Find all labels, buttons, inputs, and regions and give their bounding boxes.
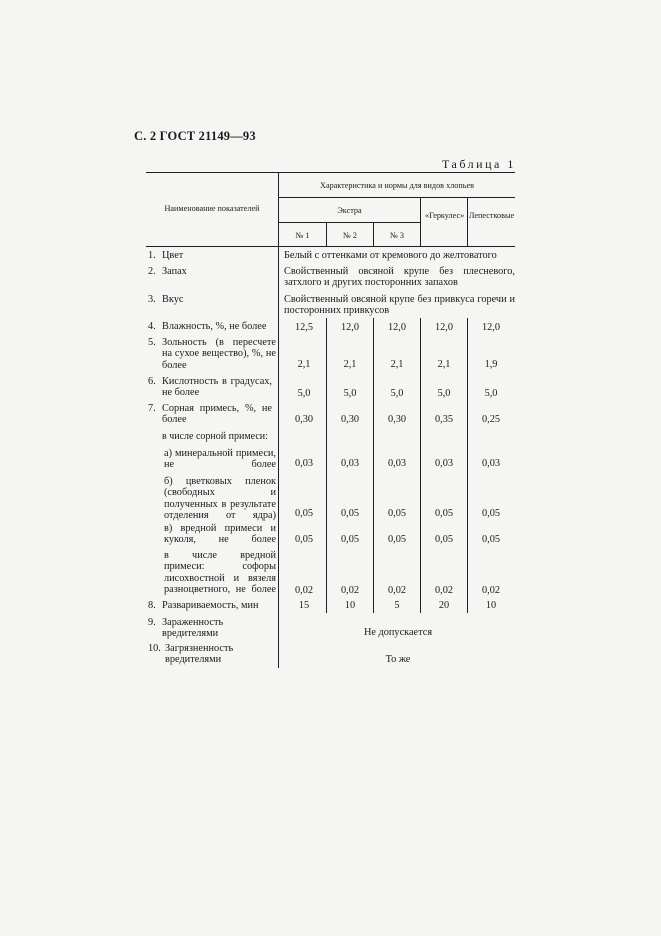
- row-weed-num: 7.: [148, 403, 156, 414]
- boiling-n1: 15: [298, 600, 310, 611]
- row-ash-name: [148, 337, 278, 371]
- row-color-num: 1.: [148, 250, 156, 261]
- weed-n3: 0,30: [387, 414, 407, 425]
- ash-herkules: 2,1: [437, 359, 451, 370]
- ash-n1: 2,1: [297, 359, 311, 370]
- row-color-value: Белый с оттенками от кремового до желтоватого: [284, 250, 497, 261]
- films-n1: 0,05: [294, 508, 314, 519]
- row-harmful-name: в) вредной примеси и куколя, не более: [164, 523, 276, 546]
- row-taste-name: [148, 294, 278, 305]
- moisture-n3: 12,0: [387, 322, 407, 333]
- table-caption: Таблица 1: [442, 157, 516, 171]
- acidity-n1: 5,0: [297, 388, 311, 399]
- acidity-n2: 5,0: [343, 388, 357, 399]
- indicator-header: Наименование показателей: [164, 204, 260, 213]
- row-contamination-num: 10.: [148, 643, 161, 654]
- row-weed-label: Сорная примесь, %, не более: [162, 403, 272, 426]
- films-n2: 0,05: [340, 508, 360, 519]
- harmful-incl-n3: 0,02: [387, 585, 407, 596]
- row-boiling-label: Развариваемость, мин: [162, 600, 259, 611]
- moisture-herkules: 12,0: [434, 322, 454, 333]
- row-moisture-name: [148, 321, 278, 332]
- harmful-n1: 0,05: [294, 534, 314, 545]
- boiling-herkules: 20: [438, 600, 450, 611]
- row-color-label: Цвет: [162, 250, 184, 261]
- acidity-herkules: 5,0: [437, 388, 451, 399]
- row-contamination-label: Загрязненность вредителями: [165, 643, 234, 666]
- row-infection-value: Не допускается: [363, 627, 433, 638]
- boiling-n2: 10: [344, 600, 356, 611]
- harmful-incl-herkules: 0,02: [434, 585, 454, 596]
- row-taste-value: Свойственный овсяной крупе без привкуса горечи и посторонних привкусов: [284, 294, 515, 317]
- row-smell-num: 2.: [148, 266, 156, 277]
- col-rule-4: [467, 197, 468, 246]
- moisture-n2: 12,0: [340, 322, 360, 333]
- row-boiling-name: [148, 600, 278, 611]
- mineral-n2: 0,03: [340, 458, 360, 469]
- moisture-n1: 12,5: [294, 322, 314, 333]
- row-ash-num: 5.: [148, 337, 156, 348]
- harmful-incl-lepestkovye: 0,02: [481, 585, 501, 596]
- lepestkovye-header: Лепестковые: [468, 211, 515, 220]
- mineral-lepestkovye: 0,03: [481, 458, 501, 469]
- weed-herkules: 0,35: [434, 414, 454, 425]
- row-taste-num: 3.: [148, 294, 156, 305]
- row-smell-name: [148, 266, 278, 277]
- ash-n3: 2,1: [390, 359, 404, 370]
- row-moisture-num: 4.: [148, 321, 156, 332]
- boiling-lepestkovye: 10: [485, 600, 497, 611]
- extra-header: Экстра: [337, 206, 362, 215]
- row-harmful-incl-name: в числе вредной примеси: софоры лисохвостной и вязеля разноцветного, не более: [164, 550, 276, 595]
- row-contamination-value: То же: [385, 654, 411, 665]
- films-n3: 0,05: [387, 508, 407, 519]
- row-acidity-name: [148, 376, 278, 399]
- weed-lepestkovye: 0,25: [481, 414, 501, 425]
- acidity-n3: 5,0: [390, 388, 404, 399]
- page-header: С. 2 ГОСТ 21149—93: [134, 129, 256, 143]
- row-acidity-label: Кислотность в градусах, не более: [162, 376, 272, 399]
- moisture-lepestkovye: 12,0: [481, 322, 501, 333]
- weed-n2: 0,30: [340, 414, 360, 425]
- films-herkules: 0,05: [434, 508, 454, 519]
- table-top-rule: [146, 172, 515, 173]
- films-lepestkovye: 0,05: [481, 508, 501, 519]
- mineral-herkules: 0,03: [434, 458, 454, 469]
- row-infection-num: 9.: [148, 617, 156, 628]
- row-moisture-label: Влажность, %, не более: [162, 321, 267, 332]
- group-header: Характеристика и нормы для видов хлопьев: [320, 181, 474, 190]
- herkules-header: «Геркулес»: [425, 211, 465, 220]
- harmful-n2: 0,05: [340, 534, 360, 545]
- row-films-name: б) цветковых пленок (свободных и полученных в результате отделения от ядра): [164, 476, 276, 521]
- col-rule-3: [420, 197, 421, 246]
- row-taste-label: Вкус: [162, 294, 184, 305]
- row-infection-label: Зараженность вредителями: [162, 617, 224, 640]
- harmful-n3: 0,05: [387, 534, 407, 545]
- row-smell-value: Свойственный овсяной крупе без плесневого, затхлого и других посторонних запахов: [284, 266, 515, 289]
- row-weed-name: [148, 403, 278, 426]
- row-weed-incl: в числе сорной примеси:: [162, 431, 268, 442]
- weed-n1: 0,30: [294, 414, 314, 425]
- n1-header: № 1: [295, 231, 310, 240]
- ash-lepestkovye: 1,9: [484, 359, 498, 370]
- harmful-herkules: 0,05: [434, 534, 454, 545]
- boiling-n3: 5: [394, 600, 400, 611]
- harmful-incl-n2: 0,02: [340, 585, 360, 596]
- row-infection-name: [148, 617, 278, 640]
- row-mineral-name: а) минеральной примеси, не более: [164, 448, 276, 471]
- ash-n2: 2,1: [343, 359, 357, 370]
- extra-header-rule: [278, 222, 420, 223]
- row-ash-label: Зольность (в пересчете на сухое вещество), %, не более: [162, 337, 276, 371]
- n2-header: № 2: [343, 231, 357, 240]
- row-color-name: [148, 250, 278, 261]
- row-boiling-num: 8.: [148, 600, 156, 611]
- mineral-n3: 0,03: [387, 458, 407, 469]
- row-acidity-num: 6.: [148, 376, 156, 387]
- mineral-n1: 0,03: [294, 458, 314, 469]
- harmful-lepestkovye: 0,05: [481, 534, 501, 545]
- header-bottom-rule: [146, 246, 515, 247]
- n3-header: № 3: [390, 231, 404, 240]
- group-header-rule: [278, 197, 515, 198]
- row-contamination-name: [148, 643, 278, 666]
- row-smell-label: Запах: [162, 266, 187, 277]
- indicator-column-rule: [278, 172, 279, 668]
- acidity-lepestkovye: 5,0: [484, 388, 498, 399]
- harmful-incl-n1: 0,02: [294, 585, 314, 596]
